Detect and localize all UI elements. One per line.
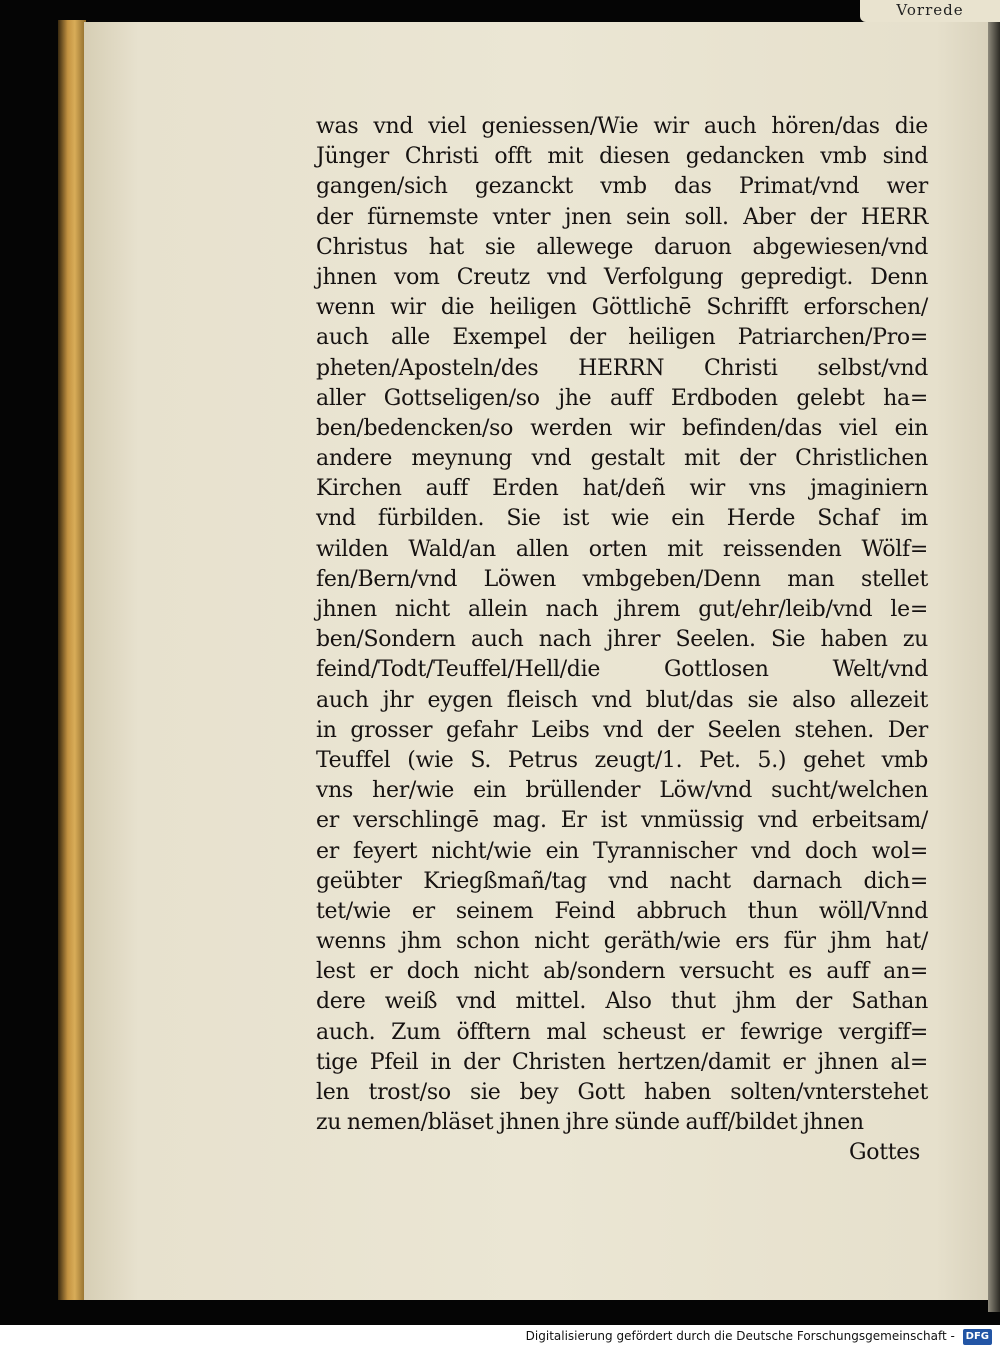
text-line: jhnen vom Creutz vnd Verfolgung gepredigt. Denn: [316, 264, 928, 290]
catchword: Gottes: [848, 1140, 920, 1166]
page-right-edge: [988, 22, 1000, 1312]
text-line: in grosser gefahr Leibs vnd der Seelen stehen. Der: [316, 717, 928, 743]
text-line: ben/bedencken/so werden wir befinden/das viel ein: [316, 415, 928, 441]
text-line: Christus hat sie allewege daruon abgewiesen/vnd: [316, 234, 928, 260]
running-header-tab: Vorrede: [860, 0, 1000, 22]
funding-note: Digitalisierung gefördert durch die Deutsche Forschungsgemeinschaft -: [525, 1329, 955, 1343]
text-line: vns her/wie ein brüllender Löw/vnd sucht/welchen: [316, 778, 928, 804]
text-line: tet/wie er seinem Feind abbruch thun wöll/Vnnd: [316, 898, 928, 924]
text-line: vnd fürbilden. Sie ist wie ein Herde Schaf im: [316, 506, 928, 532]
text-line: zu nemen/bläset jhnen jhre sünde auff/bildet jhnen: [316, 1110, 864, 1136]
text-line: lest er doch nicht ab/sondern versucht es auff an=: [316, 959, 928, 985]
text-line: andere meynung vnd gestalt mit der Christlichen: [316, 446, 928, 472]
text-line: geübter Kriegßmañ/tag vnd nacht darnach dich=: [316, 868, 928, 894]
text-line: ben/Sondern auch nach jhrer Seelen. Sie haben zu: [316, 627, 928, 653]
text-line: aller Gottseligen/so jhe auff Erdboden gelebt ha=: [316, 385, 928, 411]
text-line: feind/Todt/Teuffel/Hell/die Gottlosen Welt/vnd: [316, 657, 928, 683]
text-line: fen/Bern/vnd Löwen vmbgeben/Denn man stellet: [316, 566, 928, 592]
text-line: len trost/so sie bey Gott haben solten/vnterstehet: [316, 1080, 928, 1105]
text-line: er feyert nicht/wie ein Tyrannischer vnd doch wol=: [316, 838, 928, 864]
text-line: Teuffel (wie S. Petrus zeugt/1. Pet. 5.) gehet vmb: [316, 747, 928, 773]
text-line: dere weiß vnd mittel. Also thut jhm der Sathan: [316, 989, 928, 1015]
text-line: auch. Zum öfftern mal scheust er fewrige vergiff=: [316, 1019, 928, 1045]
text-line: auch jhr eygen fleisch vnd blut/das sie also allezeit: [316, 687, 928, 713]
text-line: wenn wir die heiligen Göttlichē Schrifft erforschen/: [316, 295, 928, 321]
book-binding-edge: [58, 20, 86, 1300]
text-line: der fürnemste vnter jnen sein soll. Aber der HERR: [316, 204, 928, 230]
text-line: was vnd viel geniessen/Wie wir auch hören/das die: [316, 114, 928, 139]
dfg-logo: DFG: [963, 1329, 992, 1345]
text-line: Kirchen auff Erden hat/deñ wir vns jmaginiern: [316, 476, 928, 502]
text-line: tige Pfeil in der Christen hertzen/damit er jhnen al=: [316, 1049, 928, 1075]
text-line: wenns jhm schon nicht geräth/wie ers für jhm hat/: [316, 929, 928, 955]
funding-footer: [0, 1325, 1000, 1348]
text-line: er verschlingē mag. Er ist vnmüssig vnd erbeitsam/: [316, 808, 928, 834]
text-line: jhnen nicht allein nach jhrem gut/ehr/leib/vnd le=: [316, 597, 928, 622]
text-line: pheten/Aposteln/des HERRN Christi selbst/vnd: [316, 355, 928, 381]
text-line: wilden Wald/an allen orten mit reissenden Wölf=: [316, 536, 928, 562]
text-line: Jünger Christi offt mit diesen gedancken vmb sind: [316, 144, 928, 170]
text-line: auch alle Exempel der heiligen Patriarchen/Pro=: [316, 325, 928, 351]
text-line: gangen/sich gezanckt vmb das Primat/vnd wer: [316, 174, 928, 200]
page-text-block: [316, 112, 928, 1169]
